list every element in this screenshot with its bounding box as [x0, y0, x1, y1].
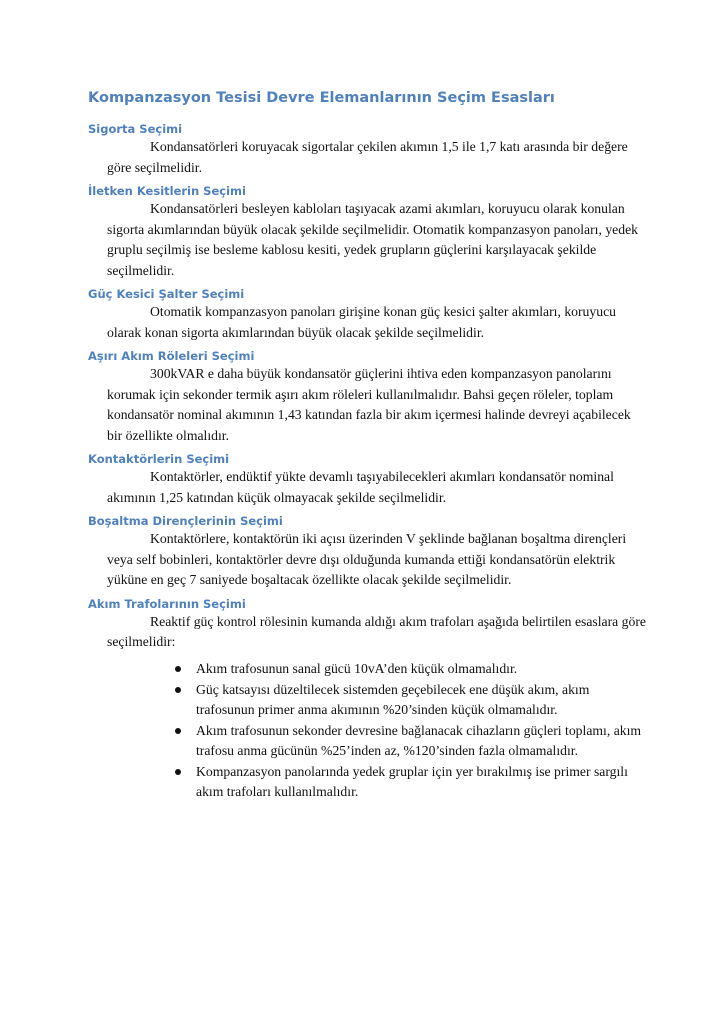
section-heading: İletken Kesitlerin Seçimi	[88, 184, 246, 198]
section-paragraph: Kontaktörlere, kontaktörün iki açısı üzerinden V şeklinde bağlanan boşaltma dirençleri veya self bobinleri, kontaktörler devre dışı olduğunda kumanda ettiği kondansatörün elektrik yüküne en geç 7 saniyede boşaltacak özellikte olacak şekilde seçilmelidir.	[107, 531, 627, 587]
list-item	[196, 680, 648, 720]
section-heading: Kontaktörlerin Seçimi	[88, 452, 230, 466]
section-asiri-akim	[88, 349, 648, 446]
list-item-text: Akım trafosunun sekonder devresine bağlanacak cihazların güçleri toplamı, akım trafosu anma gücünün %25’inden az, %120’sinden fazla olmamalıdır.	[196, 722, 642, 758]
section-iletken	[88, 184, 648, 281]
list-item	[196, 721, 648, 761]
document-title: Kompanzasyon Tesisi Devre Elemanlarının Seçim Esasları	[88, 90, 555, 106]
section-guc-kesici	[88, 287, 648, 343]
section-heading: Güç Kesici Şalter Seçimi	[88, 287, 245, 301]
section-paragraph: Kontaktörler, endüktif yükte devamlı taşıyabilecekleri akımları kondansatör nominal akımının 1,25 katından küçük olmayacak şekilde seçilmelidir.	[107, 469, 614, 505]
section-paragraph: Kondansatörleri koruyacak sigortalar çekilen akımın 1,5 ile 1,7 katı arasında bir değere göre seçilmelidir.	[107, 139, 628, 175]
list-item-text: Kompanzasyon panolarında yedek gruplar için yer bırakılmış ise primer sargılı akım trafoları kullanılmalıdır.	[196, 763, 628, 799]
bullet-icon	[175, 769, 181, 775]
bullet-icon	[175, 728, 181, 734]
list-item-text: Akım trafosunun sanal gücü 10vA’den küçük olmamalıdır.	[196, 660, 518, 676]
section-kontaktor	[88, 452, 648, 508]
section-paragraph: Kondansatörleri besleyen kabloları taşıyacak azami akımları, koruyucu olarak konulan sigorta akımlarından büyük olacak şekilde seçilmelidir. Otomatik kompanzasyon panoları, yedek gruplu seçilmiş ise besleme kablosu kesiti, yedek grupların güçlerini karşılayacak şekilde seçilmelidir.	[107, 201, 639, 278]
section-heading: Akım Trafolarının Seçimi	[88, 596, 246, 611]
section-paragraph: Reaktif güç kontrol rölesinin kumanda aldığı akım trafoları aşağıda belirtilen esaslara göre seçilmelidir:	[107, 613, 647, 649]
bullet-icon	[175, 666, 181, 672]
list-item	[196, 659, 648, 679]
section-paragraph: 300kVAR e daha büyük kondansatör güçlerini ihtiva eden kompanzasyon panolarını korumak için sekonder termik aşırı akım röleleri kullanılmalıdır. Bahsi geçen röleler, toplam kondansatör nominal akımının 1,43 katından fazla bir akım içermesi halinde devreyi açabilecek bir özellikte olmalıdır.	[107, 366, 631, 443]
section-akim-trafo	[88, 597, 648, 802]
list-item	[196, 762, 648, 802]
bullet-icon	[175, 687, 181, 693]
section-heading: Aşırı Akım Röleleri Seçimi	[88, 349, 255, 363]
section-paragraph: Otomatik kompanzasyon panoları girişine konan güç kesici şalter akımları, koruyucu olarak konan sigorta akımlarından büyük olacak şekilde seçilmelidir.	[107, 304, 617, 340]
list-item-text: Güç katsayısı düzeltilecek sistemden geçebilecek ene düşük akım, akım trafosunun primer anma akımının %20’sinden küçük olmamalıdır.	[196, 681, 590, 717]
bullet-list	[88, 659, 648, 802]
section-bosaltma	[88, 514, 648, 591]
section-sigorta	[88, 122, 648, 178]
section-heading: Boşaltma Dirençlerinin Seçimi	[88, 514, 283, 528]
section-heading: Sigorta Seçimi	[88, 122, 183, 136]
